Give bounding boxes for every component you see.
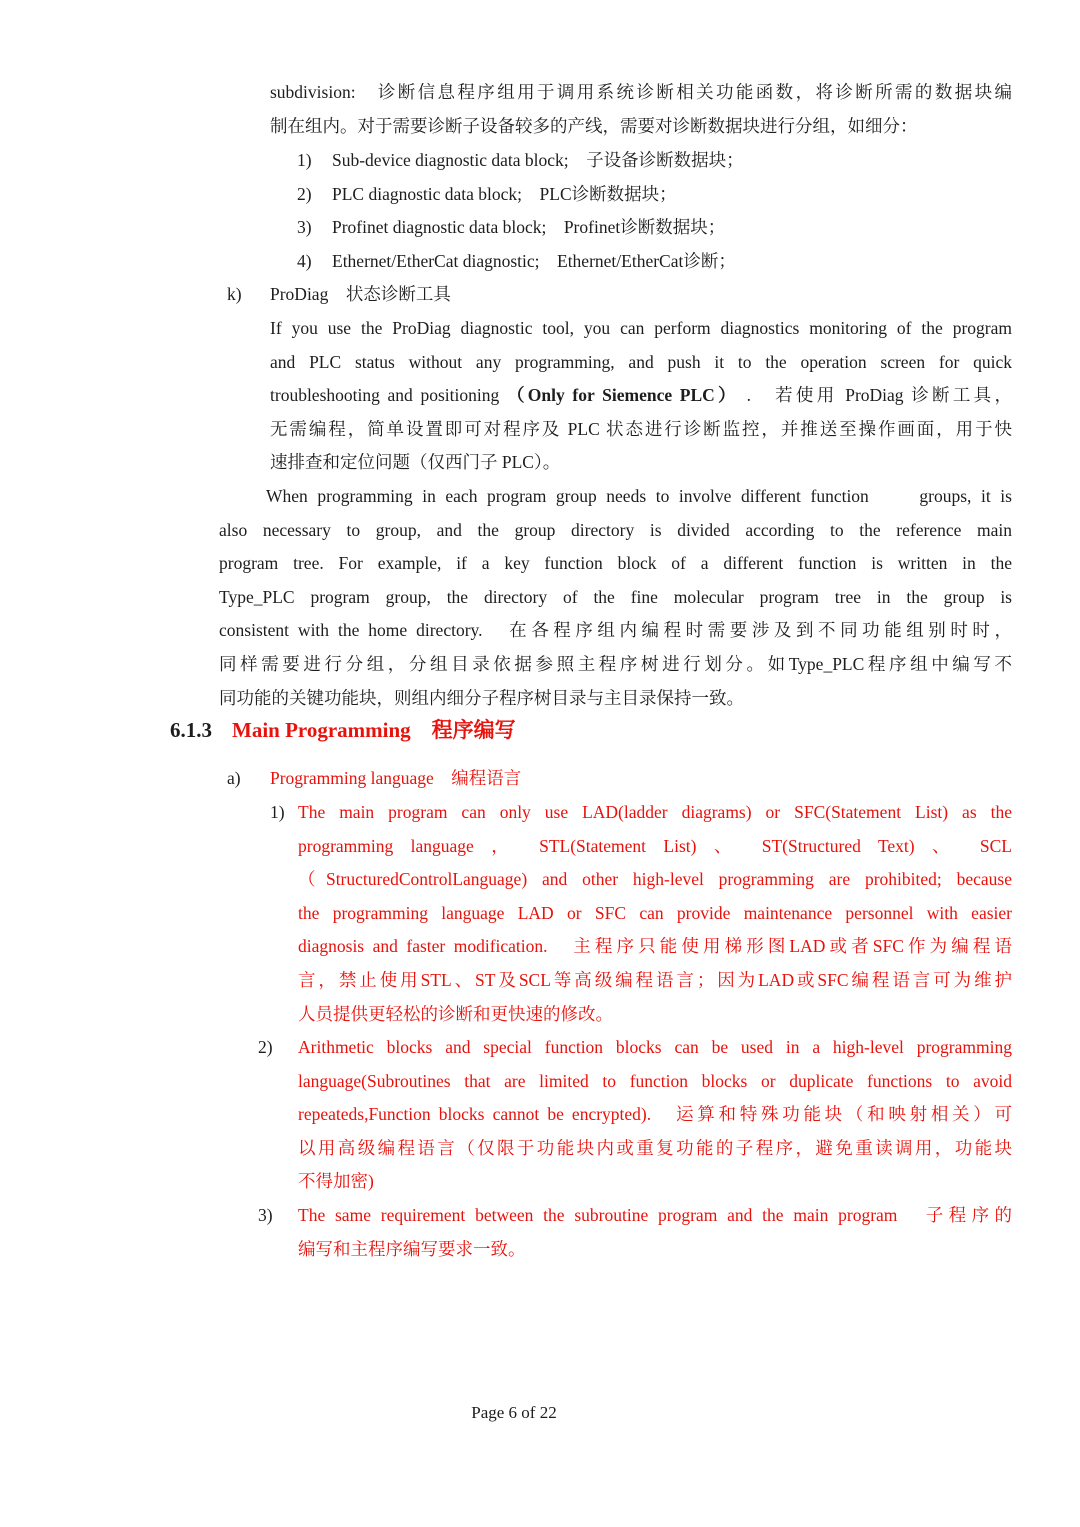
text-line: the programming language LAD or SFC can provide maintenance personnel with easier <box>298 902 1012 923</box>
section-number: 6.1.3 <box>170 718 212 742</box>
list-item: Ethernet/EtherCat diagnostic; Ethernet/EtherCat诊断； <box>332 250 736 271</box>
text-line <box>270 379 1012 413</box>
text-line: Arithmetic blocks and special function blocks can be used in a high-level programming <box>298 1037 1012 1057</box>
text-segment: . 若使用 ProDiag 诊断工具， <box>738 385 1012 406</box>
text-segment: troubleshooting and positioning <box>270 385 507 406</box>
subdivision-paragraph <box>270 76 1012 143</box>
prodiag-paragraph <box>270 312 1012 480</box>
text-line: also necessary to group, and the group directory is divided according to the reference main <box>219 519 1012 540</box>
list-marker: 1) <box>297 150 312 170</box>
text-line: 编写和主程序编写要求一致。 <box>298 1238 526 1259</box>
text-line: （StructuredControlLanguage) and other high-level programming are prohibited; because <box>298 869 1012 890</box>
list-marker: 3) <box>258 1205 273 1225</box>
text-line: program tree. For example, if a key function block of a different function is written in the <box>219 553 1012 574</box>
list-item: Sub-device diagnostic data block; 子设备诊断数据块； <box>332 150 744 170</box>
text-line: repeateds,Function blocks cannot be encrypted). 运算和特殊功能块（和映射相关）可 <box>298 1104 1012 1125</box>
programming-item-1 <box>298 796 1012 1031</box>
text-line: language(Subroutines that are limited to function blocks or duplicate functions to avoid <box>298 1070 1012 1091</box>
text-line: 制在组内。对于需要诊断子设备较多的产线，需要对诊断数据块进行分组，如细分： <box>270 115 918 136</box>
text-line: When programming in each program group needs to involve different function groups, it is <box>266 486 1012 506</box>
list-marker: 2) <box>258 1037 273 1057</box>
list-marker: 1) <box>270 802 285 822</box>
text-line: 人员提供更轻松的诊断和更快速的修改。 <box>298 1003 613 1024</box>
text-line: The same requirement between the subroutine program and the main program 子程序的 <box>298 1205 1012 1225</box>
text-line: 同样需要进行分组，分组目录依据参照主程序树进行划分。如Type_PLC程序组中编写不 <box>219 653 1012 674</box>
list-item: PLC diagnostic data block; PLC诊断数据块； <box>332 183 677 204</box>
a-item-title: Programming language 编程语言 <box>270 768 522 788</box>
list-item: Profinet diagnostic data block; Profinet诊断数据块； <box>332 217 726 238</box>
list-marker: 4) <box>297 250 312 271</box>
section-heading <box>0 713 1080 747</box>
text-line: 无需编程，简单设置即可对程序及 PLC 状态进行诊断监控，并推送至操作画面，用于快 <box>270 418 1012 439</box>
text-line: programming language ， STL(Statement List) 、 ST(Structured Text) 、 SCL <box>298 835 1012 856</box>
text-line: If you use the ProDiag diagnostic tool, you can perform diagnostics monitoring of the program <box>270 318 1012 338</box>
k-item-title: ProDiag 状态诊断工具 <box>270 284 451 304</box>
text-line: subdivision: 诊断信息程序组用于调用系统诊断相关功能函数，将诊断所需的数据块编 <box>270 82 1012 102</box>
text-line: consistent with the home directory. 在各程序组内编程时需要涉及到不同功能组别时时， <box>219 620 1012 641</box>
list-marker: 2) <box>297 183 312 204</box>
list-marker: a) <box>227 768 241 788</box>
text-line: 不得加密) <box>298 1171 374 1192</box>
page-number-footer: Page 6 of 22 <box>471 1403 557 1422</box>
list-marker: k) <box>227 284 242 304</box>
programming-item-2 <box>298 1031 1012 1199</box>
bold-text-segment: （Only for Siemence PLC） <box>506 385 739 406</box>
text-line: 速排查和定位问题（仅西门子 PLC）。 <box>270 452 561 473</box>
programming-item-3 <box>298 1199 1012 1266</box>
list-marker: 3) <box>297 217 312 238</box>
text-line: diagnosis and faster modification. 主程序只能使用梯形图LAD或者SFC作为编程语 <box>298 936 1012 957</box>
section-title: Main Programming 程序编写 <box>232 718 516 742</box>
text-line: 言，禁止使用STL、ST及SCL等高级编程语言；因为LAD或SFC编程语言可为维护 <box>298 969 1012 990</box>
when-programming-paragraph <box>219 480 1012 715</box>
text-line: 同功能的关键功能块，则组内细分子程序树目录与主目录保持一致。 <box>219 687 744 708</box>
text-line: The main program can only use LAD(ladder diagrams) or SFC(Statement List) as the <box>298 802 1012 822</box>
text-line: and PLC status without any programming, and push it to the operation screen for quick <box>270 351 1012 372</box>
text-line: 以用高级编程语言（仅限于功能块内或重复功能的子程序，避免重读调用，功能块 <box>298 1137 1012 1158</box>
text-line: Type_PLC program group, the directory of the fine molecular program tree in the group is <box>219 586 1012 607</box>
